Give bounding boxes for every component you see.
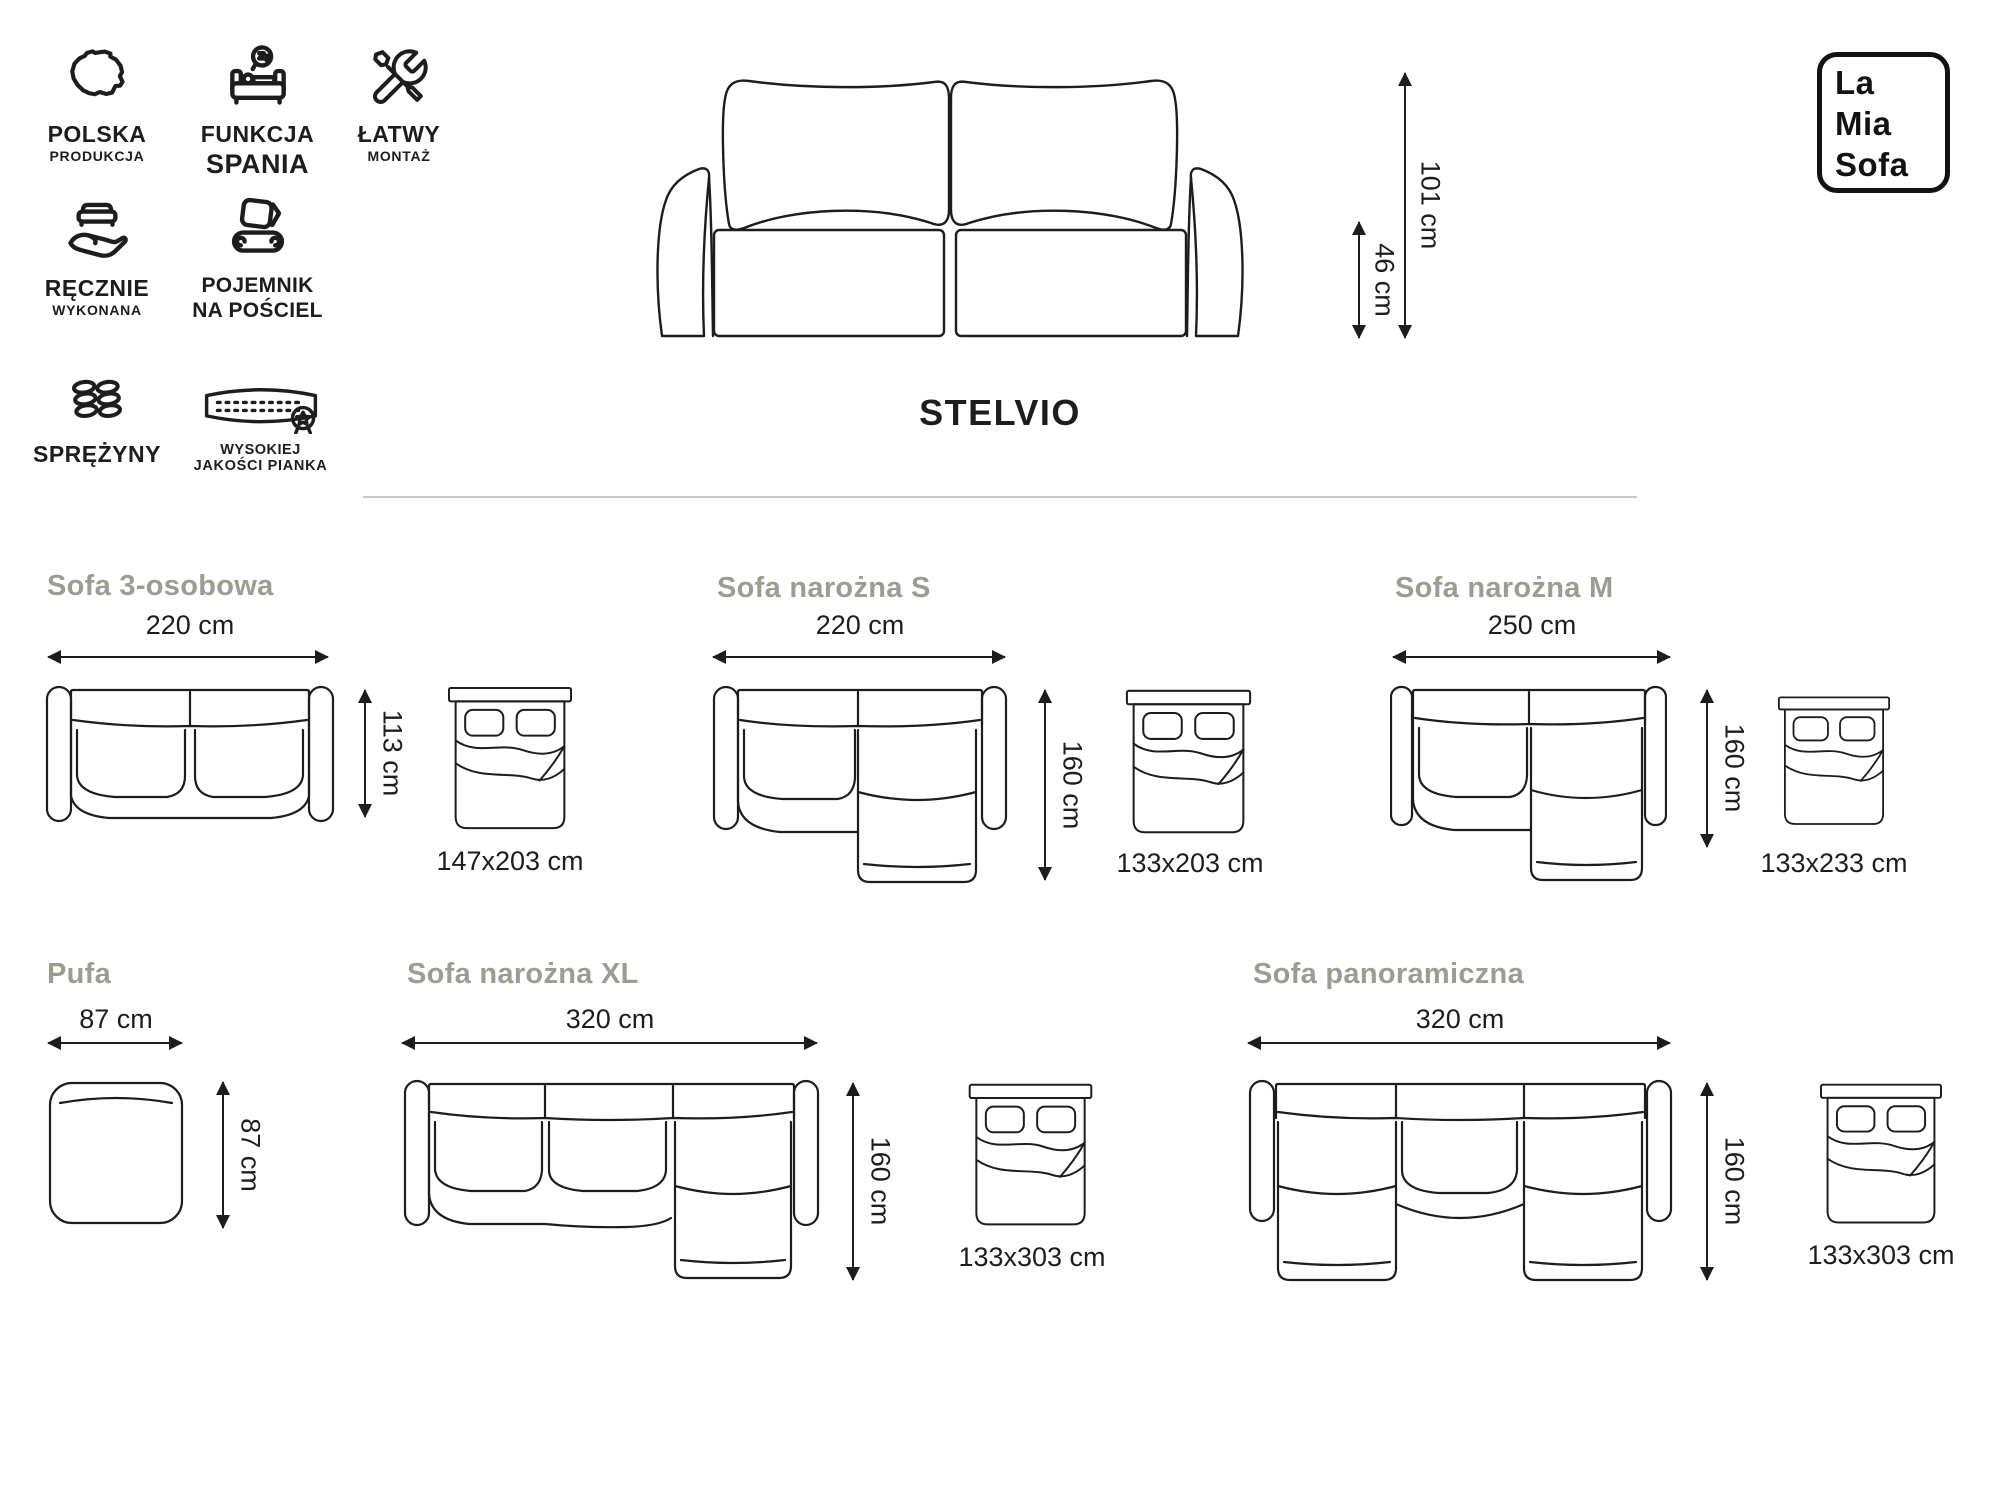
feature-wysokiej-jakosci-pianka [178, 376, 343, 476]
divider-line [363, 496, 1637, 498]
feature-pojemnik-na-posciel [180, 192, 335, 323]
width-dimension-label: 220 cm [815, 610, 905, 640]
sofa-front-view-drawing [650, 72, 1250, 338]
width-dimension-label: 220 cm [145, 610, 235, 640]
feature-latwy-montaz [344, 42, 454, 165]
variant-title-pufa: Pufa [47, 958, 112, 990]
height-arrow [1404, 73, 1406, 338]
depth-dimension-label: 87 cm [235, 1118, 266, 1192]
feature-sublabel: MONTAŻ [367, 147, 431, 164]
sofa-narozna-xl-top-view-drawing [403, 1078, 820, 1285]
bed-size-label: 133x303 cm [1807, 1240, 1955, 1270]
sofa-panoramiczna-top-view-drawing [1248, 1078, 1673, 1287]
variant-title-sofa-narozna-m: Sofa narożna M [1395, 572, 1614, 604]
depth-arrow [1044, 690, 1046, 880]
feature-label: POLSKA [47, 121, 147, 147]
width-arrow [48, 656, 328, 658]
depth-arrow [364, 690, 366, 817]
depth-dimension-label: 160 cm [865, 1136, 896, 1226]
poland-map-icon [64, 42, 130, 114]
feature-sublabel: NA POŚCIEL [192, 298, 323, 322]
width-arrow [402, 1042, 817, 1044]
product-title: STELVIO [919, 392, 1081, 433]
variant-title-sofa-3-osobowa: Sofa 3-osobowa [47, 570, 274, 602]
springs-icon [62, 372, 132, 434]
feature-recznie-wykonana [30, 196, 164, 319]
depth-arrow [1706, 690, 1708, 847]
feature-sublabel: JAKOŚCI PIANKA [193, 458, 328, 475]
feature-label: POJEMNIK [201, 274, 314, 297]
depth-dimension-label: 160 cm [1719, 1136, 1750, 1226]
seat-height-label: 46 cm [1369, 243, 1400, 317]
width-dimension-label: 87 cm [79, 1004, 153, 1034]
feature-label: FUNKCJA [200, 121, 315, 147]
bedding-storage-icon [223, 192, 293, 266]
bed-size-label: 133x303 cm [958, 1242, 1106, 1272]
depth-dimension-label: 113 cm [377, 709, 408, 797]
feature-label: RĘCZNIE [44, 275, 150, 301]
feature-label: SPRĘŻYNY [33, 441, 161, 467]
depth-dimension-label: 160 cm [1057, 740, 1088, 830]
logo-line: La [1835, 64, 1875, 101]
bed-size-icon [968, 1080, 1093, 1232]
variant-title-sofa-narozna-s: Sofa narożna S [717, 572, 931, 604]
width-dimension-label: 320 cm [1415, 1004, 1505, 1034]
feature-sublabel: SPANIA [205, 148, 309, 179]
depth-arrow [1706, 1083, 1708, 1280]
bed-size-icon [1125, 686, 1252, 840]
depth-arrow [852, 1083, 854, 1280]
feature-funkcja-spania [180, 42, 335, 180]
bed-size-icon [1817, 1080, 1945, 1230]
width-arrow [713, 656, 1005, 658]
sofa-3-osobowa-top-view-drawing [45, 684, 335, 824]
feature-polska-produkcja [30, 42, 164, 165]
depth-arrow [222, 1082, 224, 1228]
bed-size-icon [1778, 686, 1890, 838]
depth-dimension-label: 160 cm [1719, 723, 1750, 813]
sofa-narozna-m-top-view-drawing [1390, 684, 1667, 884]
width-arrow [1248, 1042, 1670, 1044]
handmade-icon [62, 196, 132, 268]
feature-label: WYSOKIEJ [220, 442, 301, 458]
feature-label: ŁATWY [357, 121, 441, 147]
seat-height-arrow [1358, 222, 1360, 338]
brand-logo [1817, 52, 1950, 193]
bed-size-label: 133x203 cm [1116, 848, 1264, 878]
easy-assembly-icon [367, 42, 431, 114]
feature-sprezyny [30, 372, 164, 468]
pufa-top-view-drawing [47, 1078, 185, 1228]
logo-line: Mia [1835, 105, 1892, 142]
width-dimension-label: 320 cm [565, 1004, 655, 1034]
sleep-function-icon [223, 42, 293, 114]
bed-size-icon [448, 682, 572, 837]
width-dimension-label: 250 cm [1487, 610, 1577, 640]
feature-sublabel: WYKONANA [52, 301, 142, 318]
bed-size-label: 147x203 cm [436, 846, 584, 876]
height-label: 101 cm [1415, 160, 1446, 250]
variant-title-sofa-panoramiczna: Sofa panoramiczna [1253, 958, 1524, 990]
foam-icon [197, 376, 325, 434]
variant-title-sofa-narozna-xl: Sofa narożna XL [407, 958, 639, 990]
bed-size-label: 133x233 cm [1760, 848, 1908, 878]
sofa-narozna-s-top-view-drawing [712, 684, 1008, 886]
feature-sublabel: PRODUKCJA [49, 147, 145, 164]
logo-line: Sofa [1835, 146, 1909, 183]
width-arrow [1393, 656, 1670, 658]
width-arrow [48, 1042, 182, 1044]
